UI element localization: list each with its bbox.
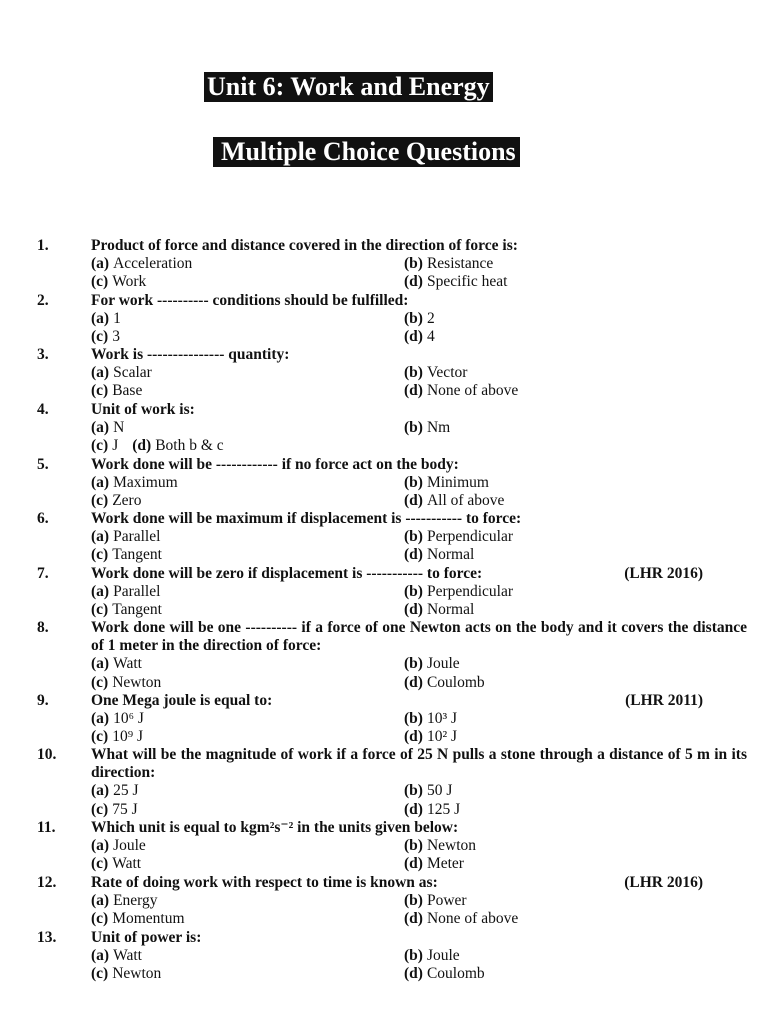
options: [91, 255, 747, 291]
option-text: Tangent: [112, 546, 162, 564]
question: [37, 401, 747, 456]
option-text: Acceleration: [113, 255, 193, 273]
option-c: [91, 801, 138, 818]
option-text: Normal: [426, 546, 475, 564]
option-letter: (d): [404, 673, 423, 691]
options: [91, 892, 747, 928]
option-letter: (d): [404, 328, 423, 346]
question-stem: Product of force and distance covered in the direction of force is:: [91, 237, 518, 254]
option-letter: (d): [132, 437, 152, 455]
question: [37, 929, 747, 984]
option-letter: (c): [91, 910, 109, 928]
option-text: 25 J: [113, 782, 139, 800]
option-letter: (b): [404, 364, 423, 382]
option-a: [91, 710, 144, 727]
option-letter: (d): [404, 601, 423, 619]
option-letter: (c): [91, 965, 109, 983]
option-letter: (a): [91, 255, 110, 273]
option-text: Perpendicular: [426, 528, 514, 546]
option-text: Newton: [112, 965, 162, 983]
option-letter: (c): [91, 273, 109, 291]
option-c: [91, 674, 161, 691]
option-b: [404, 892, 467, 910]
option-text: Nm: [426, 419, 451, 437]
option-c: [91, 273, 146, 290]
option-text: Parallel: [113, 528, 161, 546]
option-text: 50 J: [426, 782, 453, 800]
option-letter: (c): [91, 728, 109, 746]
options: [91, 528, 747, 564]
option-d: [404, 674, 485, 692]
option-letter: (b): [404, 782, 423, 800]
question-stem: Unit of power is:: [91, 929, 202, 946]
option-text: 125 J: [426, 800, 461, 818]
option-d: [132, 437, 223, 455]
option-text: Parallel: [113, 583, 161, 601]
option-text: Perpendicular: [426, 583, 514, 601]
question-stem: Work done will be zero if displacement is ----------- to force:: [91, 565, 483, 582]
board-year-label: (LHR 2016): [624, 874, 703, 891]
question-stem: Work done will be one ---------- if a force of one Newton acts on the body and it covers the distance of 1 meter in the direction of force:: [91, 619, 747, 655]
question-stem: One Mega joule is equal to:: [91, 692, 273, 709]
question: [37, 692, 747, 747]
option-letter: (c): [91, 546, 109, 564]
question: [37, 510, 747, 565]
option-text: Watt: [113, 947, 142, 965]
option-d: [404, 728, 457, 746]
option-text: Power: [426, 892, 467, 910]
option-letter: (b): [404, 583, 423, 601]
options: [91, 419, 747, 455]
option-text: 10³ J: [426, 710, 458, 728]
option-d: [404, 965, 485, 983]
option-text: Maximum: [113, 474, 178, 492]
options: [91, 583, 747, 619]
option-a: [91, 310, 121, 327]
options: [91, 310, 747, 346]
option-text: Joule: [426, 655, 460, 673]
option-a: [91, 474, 178, 491]
option-letter: (d): [404, 273, 423, 291]
option-letter: (a): [91, 782, 110, 800]
option-text: Watt: [112, 855, 142, 873]
option-text: Both b & c: [155, 437, 224, 455]
option-b: [404, 474, 489, 492]
option-letter: (b): [404, 528, 423, 546]
option-letter: (b): [404, 710, 423, 728]
option-letter: (c): [91, 855, 109, 873]
option-letter: (c): [91, 328, 109, 346]
question-stem: Work done will be ------------ if no force act on the body:: [91, 456, 459, 473]
option-a: [91, 364, 152, 381]
question-number: 1.: [37, 237, 49, 254]
option-letter: (a): [91, 837, 110, 855]
option-b: [404, 528, 513, 546]
option-text: Vector: [426, 364, 468, 382]
question-stem: For work ---------- conditions should be fulfilled:: [91, 292, 409, 309]
option-d: [404, 492, 504, 510]
option-letter: (d): [404, 382, 423, 400]
option-letter: (d): [404, 800, 423, 818]
question-number: 7.: [37, 565, 49, 582]
option-a: [91, 583, 160, 600]
question: [37, 819, 747, 874]
option-text: Joule: [426, 947, 460, 965]
option-a: [91, 655, 142, 672]
option-text: 4: [426, 328, 435, 346]
option-letter: (b): [404, 655, 423, 673]
option-letter: (b): [404, 474, 423, 492]
option-text: Specific heat: [426, 273, 508, 291]
option-c: [91, 437, 118, 455]
option-c: [91, 382, 142, 399]
option-letter: (a): [91, 474, 110, 492]
option-c: [91, 546, 162, 563]
option-a: [91, 255, 192, 272]
option-text: Tangent: [112, 601, 162, 619]
options: [91, 782, 747, 818]
question-number: 2.: [37, 292, 49, 309]
option-b: [404, 655, 460, 673]
option-c: [91, 601, 162, 618]
option-letter: (a): [91, 947, 110, 965]
question-number: 13.: [37, 929, 57, 946]
option-letter: (c): [91, 673, 109, 691]
option-text: Meter: [426, 855, 464, 873]
option-text: Zero: [112, 492, 142, 510]
option-text: 75 J: [112, 800, 138, 818]
options: [91, 947, 747, 983]
option-letter: (c): [91, 437, 109, 455]
option-letter: (a): [91, 583, 110, 601]
option-a: [91, 837, 146, 854]
option-text: Energy: [113, 892, 158, 910]
page-title: Unit 6: Work and Energy: [204, 72, 493, 102]
option-a: [91, 947, 142, 964]
question: [37, 565, 747, 620]
option-letter: (c): [91, 382, 109, 400]
option-letter: (a): [91, 528, 110, 546]
option-letter: (b): [404, 310, 423, 328]
option-c: [91, 328, 120, 345]
option-letter: (a): [91, 419, 110, 437]
option-d: [404, 801, 460, 819]
option-text: None of above: [426, 382, 519, 400]
option-b: [404, 310, 435, 328]
option-text: Joule: [113, 837, 146, 855]
option-b: [404, 947, 460, 965]
question-stem: Work done will be maximum if displacement is ----------- to force:: [91, 510, 522, 527]
option-text: N: [113, 419, 125, 437]
option-text: Work: [112, 273, 147, 291]
option-text: Normal: [426, 601, 475, 619]
option-text: 10⁶ J: [113, 710, 144, 728]
option-letter: (a): [91, 364, 110, 382]
option-d: [404, 273, 507, 291]
option-text: Base: [112, 382, 143, 400]
option-a: [91, 528, 160, 545]
option-letter: (c): [91, 601, 109, 619]
question: [37, 346, 747, 401]
option-c: [91, 910, 185, 927]
option-letter: (d): [404, 492, 423, 510]
question-stem: Work is --------------- quantity:: [91, 346, 290, 363]
option-letter: (d): [404, 910, 423, 928]
option-d: [404, 328, 435, 346]
option-text: 10⁹ J: [112, 728, 144, 746]
option-c: [91, 855, 141, 872]
question-number: 4.: [37, 401, 49, 418]
question-stem: What will be the magnitude of work if a force of 25 N pulls a stone through a distance of 5 m in its direction:: [91, 746, 747, 782]
question: [37, 237, 747, 292]
question: [37, 746, 747, 819]
option-c: [91, 728, 143, 745]
question: [37, 456, 747, 511]
question-number: 5.: [37, 456, 49, 473]
option-c: [91, 965, 161, 982]
option-text: Coulomb: [426, 673, 485, 691]
options: [91, 710, 747, 746]
option-d: [404, 382, 518, 400]
options: [91, 474, 747, 510]
option-a: [91, 419, 124, 436]
option-text: Resistance: [426, 255, 494, 273]
option-d: [404, 546, 474, 564]
question-number: 6.: [37, 510, 49, 527]
option-letter: (d): [404, 965, 423, 983]
option-text: Scalar: [113, 364, 152, 382]
option-letter: (b): [404, 947, 423, 965]
option-letter: (d): [404, 728, 423, 746]
option-letter: (a): [91, 710, 110, 728]
option-b: [404, 782, 452, 800]
option-letter: (c): [91, 492, 109, 510]
option-text: All of above: [426, 492, 505, 510]
question-number: 12.: [37, 874, 57, 891]
option-d: [404, 601, 474, 619]
option-text: 10² J: [426, 728, 458, 746]
question-number: 9.: [37, 692, 49, 709]
options: [91, 655, 747, 691]
question-stem: Which unit is equal to kgm²s⁻² in the units given below:: [91, 819, 459, 836]
option-letter: (b): [404, 255, 423, 273]
option-text: J: [112, 437, 119, 455]
option-text: 3: [112, 328, 120, 346]
question-number: 11.: [37, 819, 56, 836]
question-number: 8.: [37, 619, 49, 636]
option-a: [91, 892, 158, 909]
option-letter: (d): [404, 546, 423, 564]
option-text: 1: [113, 310, 121, 328]
option-b: [404, 837, 476, 855]
question: [37, 292, 747, 347]
option-b: [404, 583, 513, 601]
question: [37, 619, 747, 692]
option-a: [91, 782, 139, 799]
question: [37, 874, 747, 929]
page-subtitle: Multiple Choice Questions: [213, 137, 520, 167]
option-letter: (b): [404, 892, 423, 910]
question-stem: Rate of doing work with respect to time is known as:: [91, 874, 438, 891]
option-text: Newton: [112, 673, 162, 691]
option-text: Newton: [426, 837, 477, 855]
board-year-label: (LHR 2016): [624, 565, 703, 582]
option-c: [91, 492, 141, 509]
option-text: None of above: [426, 910, 519, 928]
option-b: [404, 710, 457, 728]
options: [91, 364, 747, 400]
option-text: Minimum: [426, 474, 489, 492]
option-b: [404, 255, 493, 273]
option-text: Watt: [113, 655, 142, 673]
board-year-label: (LHR 2011): [625, 692, 703, 709]
question-number: 3.: [37, 346, 49, 363]
option-letter: (b): [404, 419, 423, 437]
option-d: [404, 910, 518, 928]
option-text: Coulomb: [426, 965, 485, 983]
option-letter: (a): [91, 310, 110, 328]
question-stem: Unit of work is:: [91, 401, 195, 418]
options: [91, 837, 747, 873]
option-letter: (a): [91, 892, 110, 910]
question-number: 10.: [37, 746, 57, 763]
option-text: Momentum: [112, 910, 185, 928]
option-b: [404, 419, 450, 437]
option-text: 2: [426, 310, 435, 328]
option-letter: (a): [91, 655, 110, 673]
option-d: [404, 855, 464, 873]
option-letter: (c): [91, 800, 109, 818]
option-b: [404, 364, 467, 382]
option-letter: (b): [404, 837, 423, 855]
option-letter: (d): [404, 855, 423, 873]
